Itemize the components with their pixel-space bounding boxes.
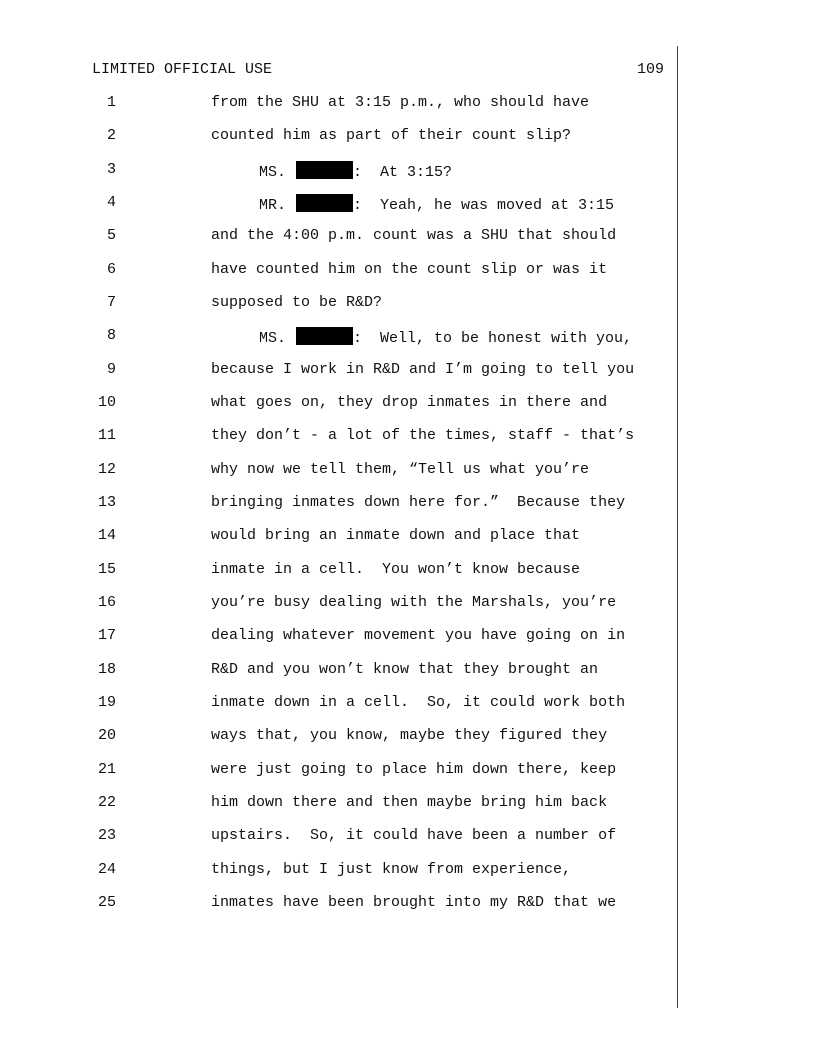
transcript-line-17 bbox=[0, 627, 816, 660]
line-text: him down there and then maybe bring him back bbox=[211, 794, 608, 811]
line-text: you’re busy dealing with the Marshals, you’re bbox=[211, 594, 617, 611]
line-text: what goes on, they drop inmates in there and bbox=[211, 394, 608, 411]
line-number: 18 bbox=[97, 661, 116, 678]
transcript-line-2 bbox=[0, 127, 816, 160]
line-number: 3 bbox=[106, 161, 116, 178]
line-text: from the SHU at 3:15 p.m., who should have bbox=[211, 94, 590, 111]
line-number: 24 bbox=[97, 861, 116, 878]
line-number: 8 bbox=[106, 327, 116, 344]
line-text: because I work in R&D and I’m going to tell you bbox=[211, 361, 635, 378]
line-text: bringing inmates down here for.” Because they bbox=[211, 494, 626, 511]
line-number: 2 bbox=[106, 127, 116, 144]
redaction-box bbox=[296, 194, 353, 212]
line-text: R&D and you won’t know that they brought an bbox=[211, 661, 599, 678]
line-number: 13 bbox=[97, 494, 116, 511]
line-number: 12 bbox=[97, 461, 116, 478]
transcript-line-4 bbox=[0, 194, 816, 227]
transcript-line-8 bbox=[0, 327, 816, 360]
transcript-line-24 bbox=[0, 861, 816, 894]
line-number: 4 bbox=[106, 194, 116, 211]
line-number: 19 bbox=[97, 694, 116, 711]
line-text: were just going to place him down there, keep bbox=[211, 761, 617, 778]
line-text: counted him as part of their count slip? bbox=[211, 127, 572, 144]
line-number: 25 bbox=[97, 894, 116, 911]
transcript-line-21 bbox=[0, 761, 816, 794]
transcript-line-12 bbox=[0, 461, 816, 494]
line-text: : Well, to be honest with you, bbox=[353, 330, 633, 347]
line-text: things, but I just know from experience, bbox=[211, 861, 572, 878]
transcript-line-20 bbox=[0, 727, 816, 760]
transcript-line-3 bbox=[0, 161, 816, 194]
transcript-line-25 bbox=[0, 894, 816, 927]
line-number: 11 bbox=[97, 427, 116, 444]
line-number: 20 bbox=[97, 727, 116, 744]
speaker-prefix: MS. bbox=[259, 330, 296, 347]
line-number: 1 bbox=[106, 94, 116, 111]
transcript-line-14 bbox=[0, 527, 816, 560]
redaction-box bbox=[296, 161, 353, 179]
line-text: ways that, you know, maybe they figured they bbox=[211, 727, 608, 744]
line-number: 7 bbox=[106, 294, 116, 311]
transcript-line-23 bbox=[0, 827, 816, 860]
transcript-line-6 bbox=[0, 261, 816, 294]
speaker-line bbox=[211, 194, 614, 214]
line-text: they don’t - a lot of the times, staff - that’s bbox=[211, 427, 635, 444]
line-number: 23 bbox=[97, 827, 116, 844]
line-text: : At 3:15? bbox=[353, 164, 453, 181]
transcript-line-10 bbox=[0, 394, 816, 427]
line-number: 16 bbox=[97, 594, 116, 611]
speaker-prefix: MR. bbox=[259, 197, 296, 214]
transcript-line-15 bbox=[0, 561, 816, 594]
speaker-prefix: MS. bbox=[259, 164, 296, 181]
line-number: 6 bbox=[106, 261, 116, 278]
transcript-line-11 bbox=[0, 427, 816, 460]
line-text: supposed to be R&D? bbox=[211, 294, 383, 311]
classification-header: LIMITED OFFICIAL USE bbox=[92, 61, 273, 78]
line-text: dealing whatever movement you have going on in bbox=[211, 627, 626, 644]
line-text: and the 4:00 p.m. count was a SHU that should bbox=[211, 227, 617, 244]
line-text: : Yeah, he was moved at 3:15 bbox=[353, 197, 615, 214]
line-text: would bring an inmate down and place that bbox=[211, 527, 581, 544]
transcript-line-5 bbox=[0, 227, 816, 260]
line-text: inmate in a cell. You won’t know because bbox=[211, 561, 581, 578]
transcript-line-13 bbox=[0, 494, 816, 527]
line-number: 9 bbox=[106, 361, 116, 378]
line-number: 15 bbox=[97, 561, 116, 578]
transcript-line-22 bbox=[0, 794, 816, 827]
speaker-line bbox=[211, 327, 632, 347]
line-number: 10 bbox=[97, 394, 116, 411]
line-number: 5 bbox=[106, 227, 116, 244]
transcript-line-1 bbox=[0, 94, 816, 127]
page-number: 109 bbox=[637, 61, 665, 78]
line-text: why now we tell them, “Tell us what you’re bbox=[211, 461, 590, 478]
transcript-line-19 bbox=[0, 694, 816, 727]
line-text: inmates have been brought into my R&D that we bbox=[211, 894, 617, 911]
transcript-line-18 bbox=[0, 661, 816, 694]
line-number: 22 bbox=[97, 794, 116, 811]
line-number: 17 bbox=[97, 627, 116, 644]
transcript-line-9 bbox=[0, 361, 816, 394]
redaction-box bbox=[296, 327, 353, 345]
transcript-line-16 bbox=[0, 594, 816, 627]
line-number: 14 bbox=[97, 527, 116, 544]
speaker-line bbox=[211, 161, 452, 181]
line-text: have counted him on the count slip or was it bbox=[211, 261, 608, 278]
transcript-line-7 bbox=[0, 294, 816, 327]
line-text: inmate down in a cell. So, it could work both bbox=[211, 694, 626, 711]
line-text: upstairs. So, it could have been a number of bbox=[211, 827, 617, 844]
line-number: 21 bbox=[97, 761, 116, 778]
